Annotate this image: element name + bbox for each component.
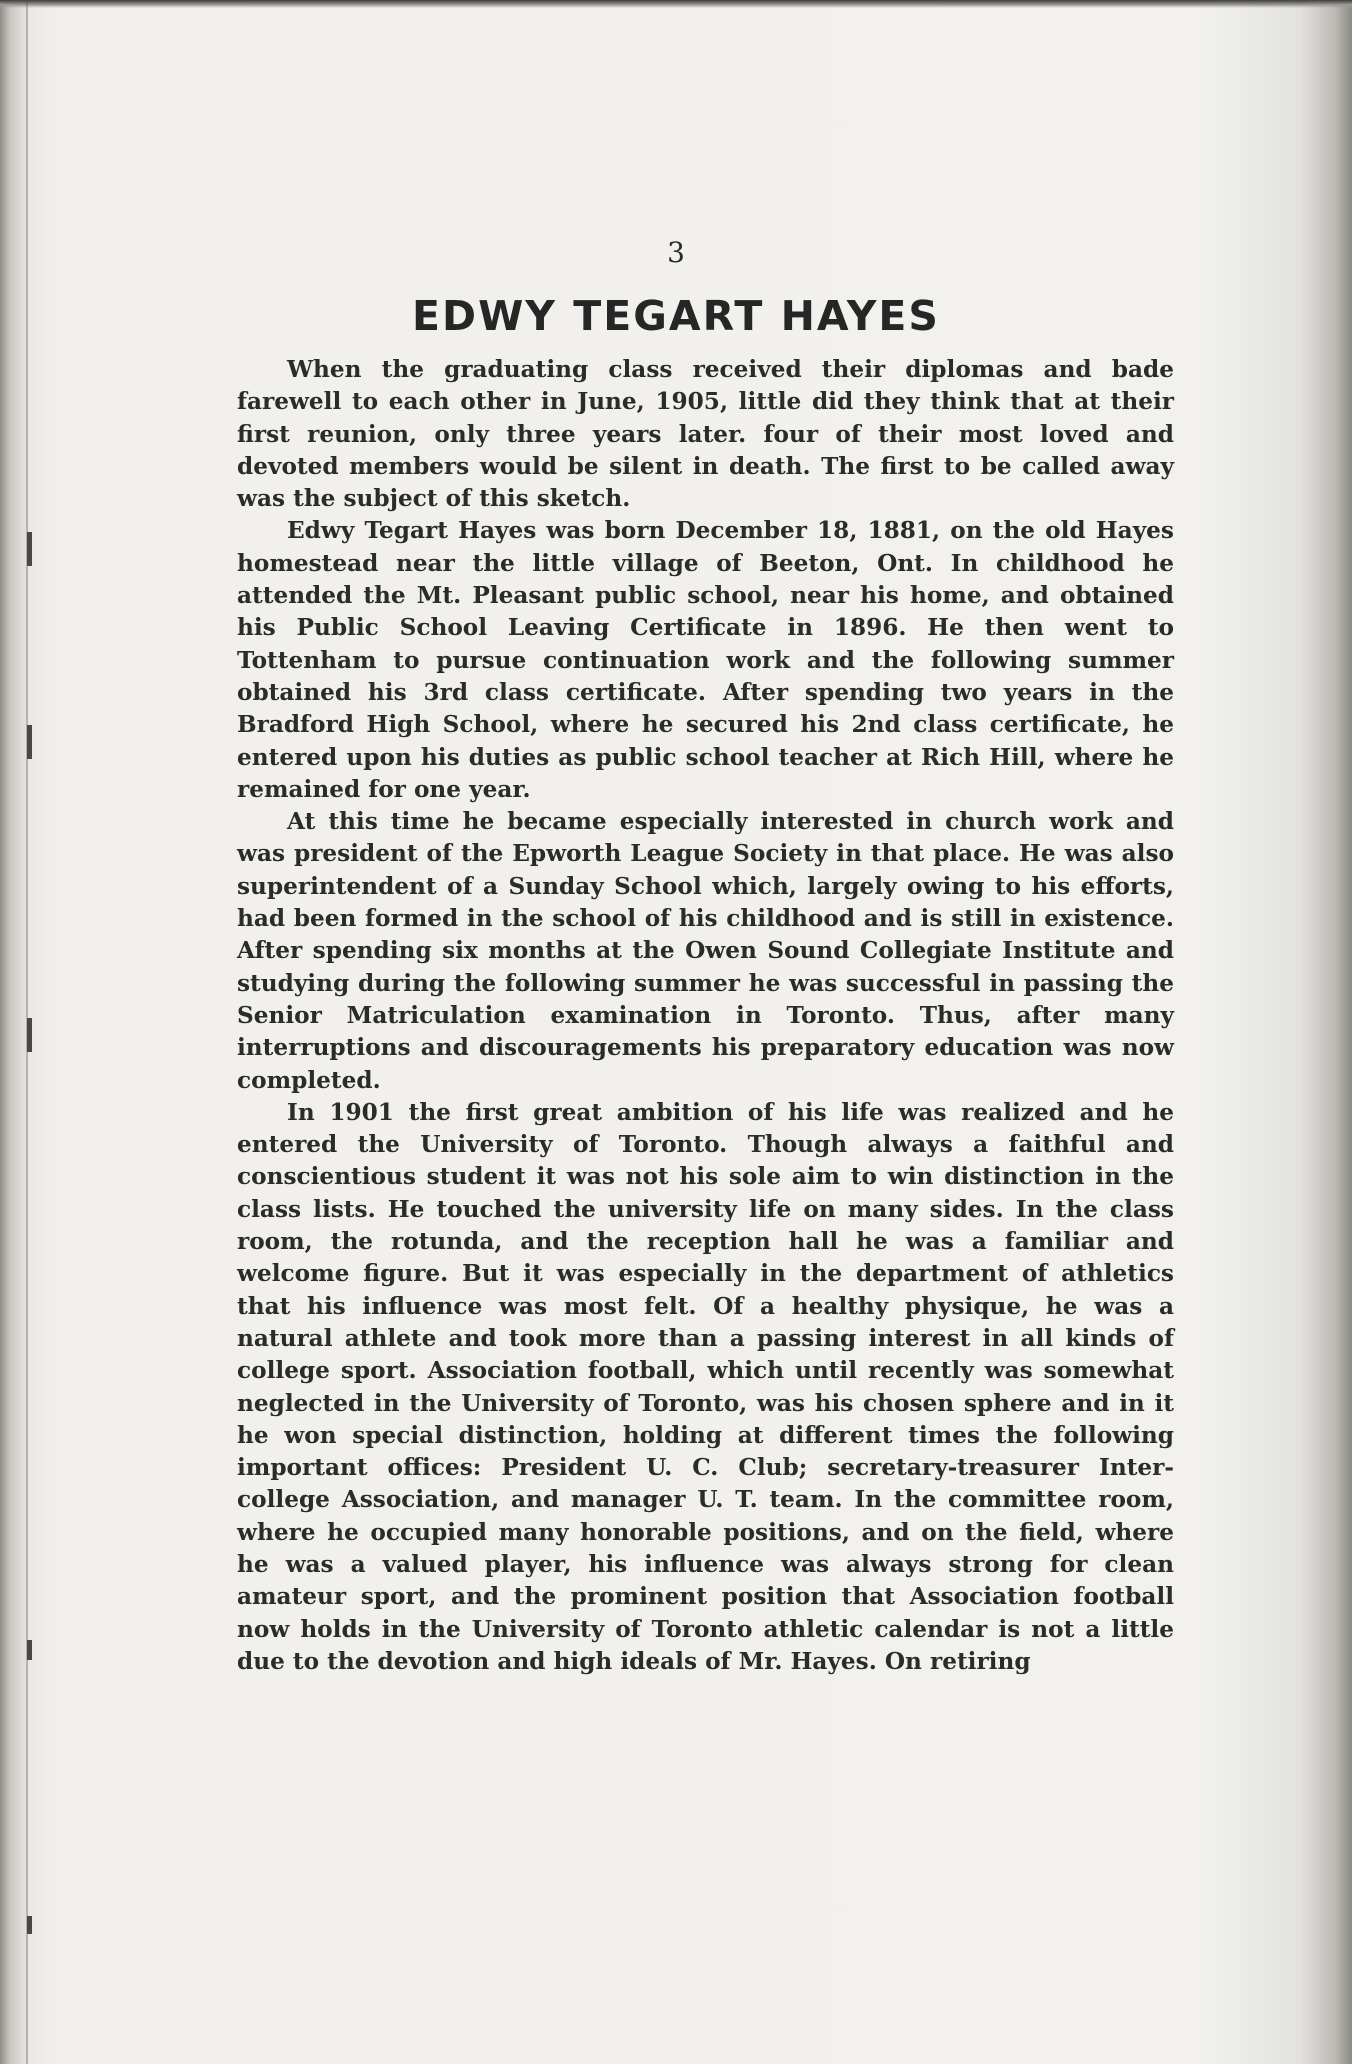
- paragraph-4: In 1901 the first great ambition of his life was realized and he entered the University of Toronto. Though always a faithful and conscientious student it was not his sole aim to win distinction in the class lists. He touched the university life on many sides. In the class room, the rotunda, and the reception hall he was a familiar and welcome figure. But it was especially in the department of athletics that his influence was most felt. Of a healthy physique, he was a natural athlete and took more than a passing interest in all kinds of college sport. Association football, which until recently was somewhat neglected in the University of Toronto, was his chosen sphere and in it he won special distinction, holding at different times the following important offices: President U. C. Club; secretary-treasurer Inter-college Association, and manager U. T. team. In the committee room, where he occupied many honorable positions, and on the field, where he was a valued player, his influence was always strong for clean amateur sport, and the prominent position that Association football now holds in the University of Toronto athletic calendar is not a little due to the devotion and high ideals of Mr. Hayes. On retiring: [237, 1098, 1174, 1675]
- margin-mark: [27, 725, 32, 759]
- page-title: EDWY TEGART HAYES: [412, 292, 940, 340]
- margin-mark: [27, 532, 32, 566]
- paragraph-2: Edwy Tegart Hayes was born December 18, 1881, on the old Hayes homestead near the little village of Beeton, Ont. In childhood he attended the Mt. Pleasant public school, near his home, and obtained his Public School Leaving Certificate in 1896. He then went to Tottenham to pursue continuation work and the following summer obtained his 3rd class certificate. After spending two years in the Bradford High School, where he secured his 2nd class certificate, he entered upon his duties as public school teacher at Rich Hill, where he remained for one year.: [237, 517, 1174, 803]
- paragraph-3: At this time he became especially interested in church work and was president of the Epworth League Society in that place. He was also superintendent of a Sunday School which, largely owing to his efforts, had been formed in the school of his childhood and is still in existence. After spending six months at the Owen Sound Collegiate Institute and studying during the following summer he was successful in passing the Senior Matriculation examination in Toronto. Thus, after many interruptions and discouragements his preparatory education was now completed.: [237, 808, 1174, 1094]
- page-number: 3: [667, 236, 685, 269]
- margin-mark: [27, 1916, 32, 1934]
- page-top-edge: [0, 0, 1352, 8]
- paragraph-1: When the graduating class received their diplomas and bade farewell to each other in June, 1905, little did they think that at their first reunion, only three years later. four of their most loved and devoted members would be silent in death. The first to be called away was the subject of this sketch.: [237, 356, 1174, 513]
- article-body: [237, 354, 1174, 1678]
- margin-mark: [27, 1640, 32, 1660]
- margin-mark: [27, 1018, 32, 1052]
